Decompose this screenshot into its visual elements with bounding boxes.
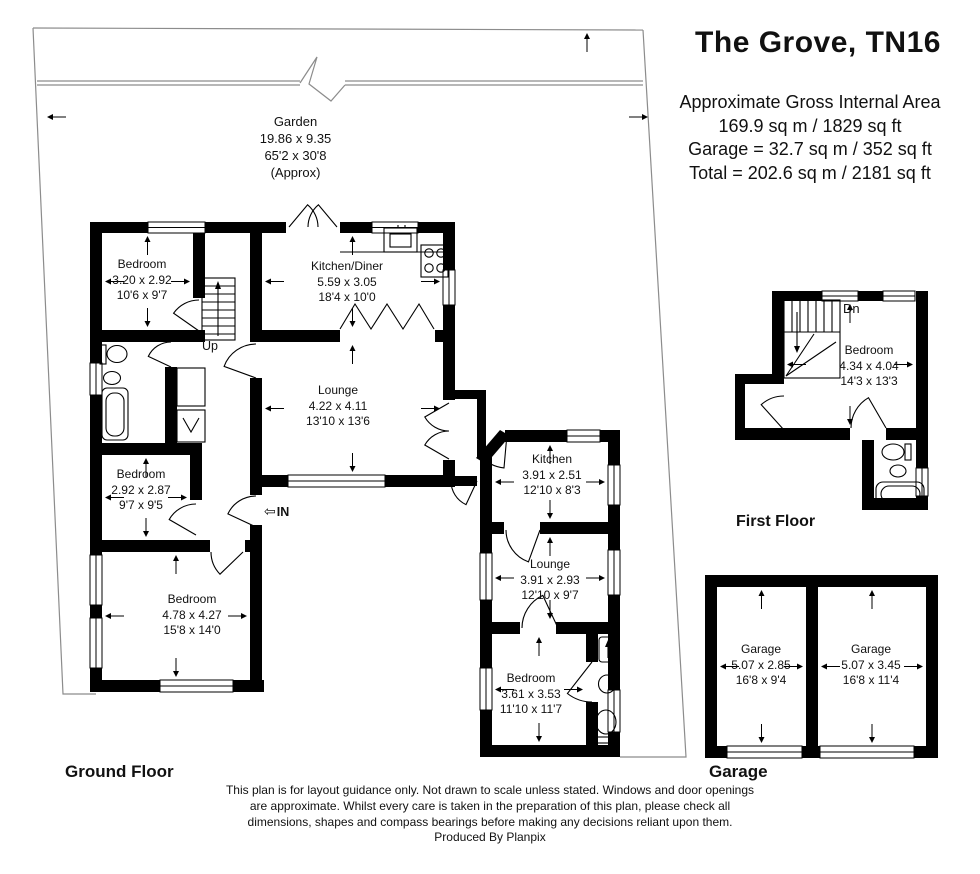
room-label-bedroom2: Bedroom 2.92 x 2.87 9'7 x 9'5 [111,467,171,512]
dimension-arrow-icon [869,724,875,743]
cupboard [177,368,205,442]
door-arc [148,342,171,367]
room-label-lounge-annex: Lounge 3.91 x 2.93 12'10 x 9'7 [520,557,580,602]
garden-label: Garden 19.86 x 9.35 65'2 x 30'8 (Approx) [259,114,332,180]
window-icon [727,746,802,758]
window-icon [148,222,205,233]
stairs-down-label: Dn [843,301,860,316]
door-arc [308,205,337,227]
dimension-arrow-icon [145,308,151,327]
entrance-arrow-icon: ⇦ [264,503,276,519]
door-arc [228,496,256,527]
room-label-garage2: Garage 5.07 x 3.45 16'8 x 11'4 [841,642,901,687]
garage-plan-label: Garage [709,762,768,781]
dimension-arrow-icon [421,279,440,285]
window-icon [883,291,915,301]
dimension-arrow-icon [47,114,66,120]
room-label-bedroom1: Bedroom 3.20 x 2.92 10'6 x 9'7 [112,257,172,302]
dimension-arrow-icon [350,453,356,472]
room-label-lounge-main: Lounge 4.22 x 4.11 13'10 x 13'6 [306,383,370,428]
room-label-kitchen-diner: Kitchen/Diner 5.59 x 3.05 18'4 x 10'0 [310,259,384,304]
dimension-arrow-icon [143,518,149,537]
door-arc [224,344,256,378]
toilet-icon [882,444,911,460]
first-floor-label: First Floor [736,513,816,530]
boundary-break-icon [300,57,345,101]
disclaimer: This plan is for layout guidance only. Not drawn to scale unless stated. Windows and door openings are approximate. Whilst every care is taken in the preparation of this plan, please check all dimensions, shapes and compass bearings before making any decisions reliant upon them. Produced By Planpix [225,783,755,845]
room-label-garage1: Garage 5.07 x 2.85 16'8 x 9'4 [731,642,791,687]
window-icon [90,363,102,395]
dimension-arrow-icon [145,236,151,255]
entrance-label: ⇦ IN [264,503,290,519]
page-title: The Grove, TN16 [695,26,941,59]
window-icon [288,475,385,487]
area-summary-line: Garage = 32.7 sq m / 352 sq ft [688,139,932,159]
dimension-arrow-icon [536,637,542,656]
trifold-doors [340,304,434,329]
area-summary [645,91,975,185]
window-icon [820,746,914,758]
area-summary-line: Total = 202.6 sq m / 2181 sq ft [689,162,931,183]
room-label-bedroom-annex: Bedroom 3.61 x 3.53 11'10 x 11'7 [499,671,563,716]
dimension-arrow-icon [536,723,542,742]
room-label-bedroom3: Bedroom 4.78 x 4.27 15'8 x 14'0 [162,592,222,637]
dimension-arrow-icon [421,406,440,412]
sink-icon [104,372,121,385]
dimension-arrow-icon [547,500,553,519]
area-summary-line: Approximate Gross Internal Area [679,92,941,112]
stairs-up-label: Up [202,339,218,353]
dimension-arrow-icon [847,406,853,425]
room-label-bedroom-first: Bedroom 4.34 x 4.04 14'3 x 13'3 [839,343,899,388]
sink-icon [890,465,906,477]
dimension-arrow-icon [547,537,553,556]
bathtub-icon [102,388,128,440]
area-summary-line: 169.9 sq m / 1829 sq ft [718,115,902,136]
ground-floor-label: Ground Floor [65,762,174,781]
window-icon [567,430,600,442]
door-arc [211,552,243,574]
window-icon [160,680,233,692]
dimension-arrow-icon [869,590,875,609]
door-arc [425,431,449,459]
door-arc [761,396,784,430]
dimension-arrow-icon [584,33,590,52]
dimension-arrow-icon [759,590,765,609]
door-arc [174,300,199,331]
window-icon [443,270,455,305]
door-arc [851,398,886,428]
dimension-arrow-icon [173,555,179,574]
dimension-arrow-icon [759,724,765,743]
toilet-icon [100,345,127,364]
window-icon [90,555,102,605]
window-icon [90,618,102,668]
door-arc [289,205,318,227]
dimension-arrow-icon [350,345,356,364]
dimension-arrow-icon [173,658,179,677]
room-label-kitchen-annex: Kitchen 3.91 x 2.51 12'10 x 8'3 [522,452,582,497]
